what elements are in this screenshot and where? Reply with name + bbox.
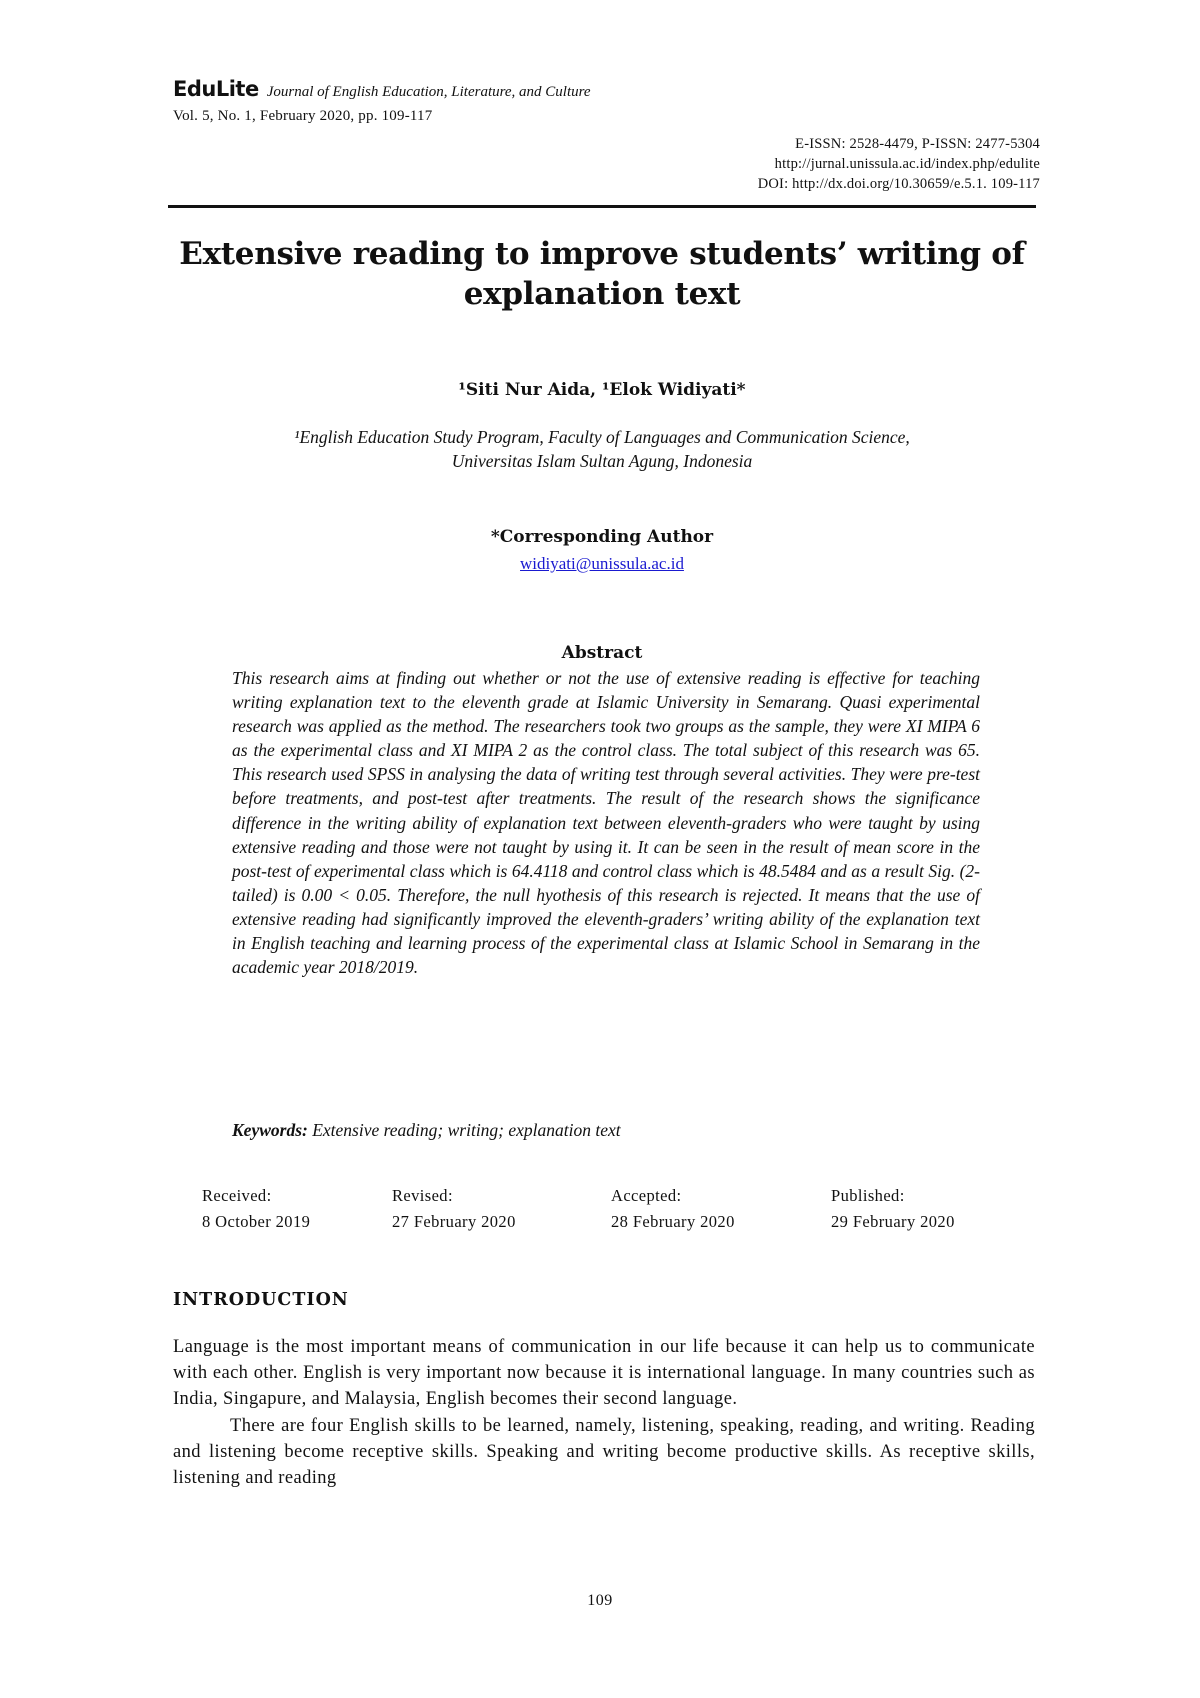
volume-info: Vol. 5, No. 1, February 2020, pp. 109-117	[173, 108, 433, 124]
affiliation-line-1: ¹English Education Study Program, Faculty of Languages and Communication Science,	[294, 427, 910, 447]
journal-url: http://jurnal.unissula.ac.id/index.php/edulite	[774, 156, 1040, 172]
section-heading-introduction: INTRODUCTION	[173, 1290, 349, 1310]
corresponding-email-wrap	[168, 554, 1036, 574]
issn: E-ISSN: 2528-4479, P-ISSN: 2477-5304	[795, 136, 1040, 152]
authors: ¹Siti Nur Aida, ¹Elok Widiyati*	[458, 380, 746, 400]
date-revised	[392, 1183, 516, 1235]
date-label: Published:	[831, 1186, 905, 1205]
journal-logo: EduLite	[173, 77, 259, 101]
date-received	[202, 1183, 310, 1235]
date-value: 29 February 2020	[831, 1212, 955, 1231]
date-label: Revised:	[392, 1186, 453, 1205]
keywords-text: Extensive reading; writing; explanation text	[312, 1120, 621, 1140]
date-value: 27 February 2020	[392, 1212, 516, 1231]
introduction-paragraph-1: Language is the most important means of communication in our life because it can help us to communicate with each other. English is very important now because it is international language. In many countries such as India, Singapure, and Malaysia, English becomes their second language.	[173, 1337, 1035, 1410]
date-value: 28 February 2020	[611, 1212, 735, 1231]
corresponding-author-label: *Corresponding Author	[490, 527, 714, 547]
journal-header	[173, 78, 591, 103]
date-published	[831, 1183, 955, 1235]
corresponding-email-link[interactable]: widiyati@unissula.ac.id	[520, 554, 684, 573]
abstract-text: This research aims at finding out whether or not the use of extensive reading is effective for teaching writing explanation text to the eleventh grade at Islamic University in Semarang. Quasi experimental research was applied as the method. The researchers took two groups as the sample, they were XI MIPA 6 as the experimental class and XI MIPA 2 as the control class. The total subject of this research was 65. This research used SPSS in analysing the data of writing test through several activities. They were pre-test before treatments, and post-test after treatments. The result of the research shows the significance difference in the writing ability of explanation text between eleventh-graders who were taught by using extensive reading and those were not taught by using it. It can be seen in the result of mean score in the post-test of experimental class which is 64.4118 and control class which is 48.5484 and as a result Sig. (2-tailed) is 0.00 < 0.05. Therefore, the null hyothesis of this research is rejected. It means that the use of extensive reading had significantly improved the eleventh-graders’ writing ability of the explanation text in English teaching and learning process of the experimental class at Islamic School in Semarang in the academic year 2018/2019.	[232, 668, 980, 978]
keywords	[232, 1120, 621, 1141]
page-number: 109	[587, 1592, 613, 1609]
date-label: Accepted:	[611, 1186, 682, 1205]
doi: DOI: http://dx.doi.org/10.30659/e.5.1. 109-117	[757, 176, 1040, 192]
introduction-body	[173, 1334, 1035, 1491]
introduction-paragraph-2: There are four English skills to be learned, namely, listening, speaking, reading, and writing. Reading and listening become receptive skills. Speaking and writing become productive skills. As receptive skills, listening and reading	[173, 1415, 1035, 1489]
date-accepted	[611, 1183, 735, 1235]
abstract-heading: Abstract	[561, 643, 643, 663]
affiliation	[168, 425, 1036, 473]
date-value: 8 October 2019	[202, 1212, 311, 1231]
header-divider	[168, 205, 1036, 208]
identifier-block	[758, 134, 1040, 194]
affiliation-line-2: Universitas Islam Sultan Agung, Indonesia	[451, 451, 753, 471]
keywords-label: Keywords:	[232, 1120, 308, 1140]
journal-name: Journal of English Education, Literature, and Culture	[266, 84, 591, 100]
paper-title: Extensive reading to improve students’ writing of explanation text	[179, 236, 1025, 312]
date-label: Received:	[202, 1186, 272, 1205]
